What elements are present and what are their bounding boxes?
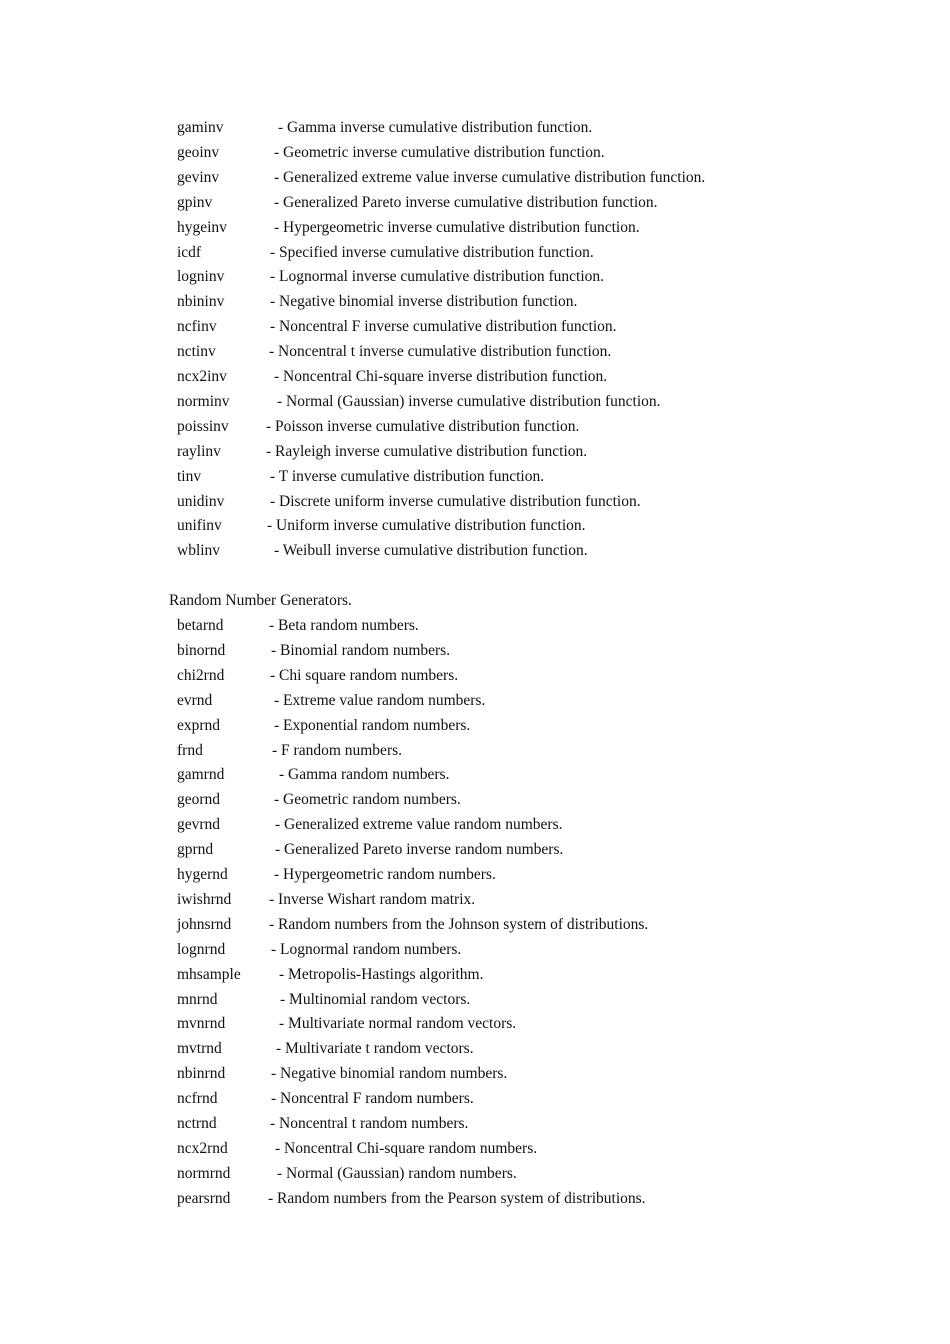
function-name: chi2rnd [177, 666, 225, 684]
function-entry [0, 267, 950, 287]
function-entry [0, 243, 950, 263]
function-description: - Extreme value random numbers. [274, 691, 486, 709]
function-name: gpinv [177, 193, 213, 211]
function-name: nctinv [177, 343, 216, 361]
function-name: nctrnd [177, 1115, 217, 1132]
function-name: ncx2rnd [177, 1139, 228, 1157]
function-entry [0, 1064, 950, 1084]
function-entry [0, 367, 950, 387]
function-description: - Chi square random numbers. [270, 666, 459, 684]
function-entry [0, 1089, 950, 1109]
function-description: - Binomial random numbers. [271, 641, 451, 659]
function-entry [0, 1189, 950, 1209]
function-description: - Poisson inverse cumulative distribution function. [266, 417, 580, 435]
function-description: - Noncentral F inverse cumulative distribution function. [270, 318, 617, 336]
function-description: - Multivariate normal random vectors. [279, 1015, 517, 1033]
function-entry [0, 442, 950, 462]
function-name: lognrnd [177, 940, 226, 958]
function-entry [0, 691, 950, 711]
function-description: - Geometric random numbers. [274, 791, 461, 809]
function-description: - Beta random numbers. [269, 617, 419, 634]
function-entry [0, 168, 950, 188]
function-name: hygeinv [177, 218, 227, 236]
function-description: - Inverse Wishart random matrix. [269, 890, 476, 908]
function-description: - Normal (Gaussian) inverse cumulative distribution function. [277, 392, 661, 410]
function-description: - Gamma random numbers. [279, 766, 450, 784]
function-entry [0, 616, 950, 636]
function-description: - Negative binomial inverse distribution function. [270, 293, 578, 311]
function-description: - Multinomial random vectors. [280, 990, 471, 1008]
function-entry [0, 392, 950, 412]
function-name: gevrnd [177, 816, 221, 834]
function-name: mvtrnd [177, 1040, 222, 1058]
function-name: mvnrnd [177, 1015, 226, 1033]
function-entry [0, 342, 950, 362]
function-entry [0, 118, 950, 138]
function-entry [0, 1139, 950, 1159]
function-description: - Noncentral Chi-square random numbers. [275, 1139, 538, 1157]
function-entry [0, 741, 950, 761]
function-name: mnrnd [177, 990, 218, 1008]
function-entry [0, 840, 950, 860]
function-name: geoinv [177, 143, 220, 161]
function-entry [0, 218, 950, 238]
function-entry [0, 765, 950, 785]
function-entry [0, 815, 950, 835]
function-description: - Exponential random numbers. [274, 716, 471, 734]
function-description: - Lognormal random numbers. [271, 940, 462, 958]
function-description: - Specified inverse cumulative distribution function. [270, 243, 594, 261]
function-name: norminv [177, 392, 230, 410]
function-description: - Uniform inverse cumulative distribution function. [267, 517, 586, 535]
function-entry [0, 1039, 950, 1059]
function-name: ncfinv [177, 318, 217, 336]
function-name: nbininv [177, 293, 225, 311]
function-entry [0, 1164, 950, 1184]
function-entry [0, 641, 950, 661]
function-name: ncx2inv [177, 368, 227, 385]
function-entry [0, 865, 950, 885]
function-entry [0, 292, 950, 312]
function-description: - Noncentral Chi-square inverse distribution function. [274, 368, 608, 385]
function-entry [0, 915, 950, 935]
function-description: - Hypergeometric random numbers. [274, 866, 496, 883]
function-entry [0, 990, 950, 1010]
function-name: gevinv [177, 168, 220, 186]
function-name: gaminv [177, 119, 224, 136]
function-name: evrnd [177, 691, 213, 709]
function-description: - Gamma inverse cumulative distribution function. [278, 119, 593, 136]
function-name: normrnd [177, 1164, 231, 1182]
function-name: unifinv [177, 517, 222, 535]
function-name: nbinrnd [177, 1065, 226, 1083]
function-name: icdf [177, 243, 202, 261]
function-entry [0, 1014, 950, 1034]
function-entry [0, 417, 950, 437]
function-name: johnsrnd [177, 915, 232, 933]
function-entry [0, 541, 950, 561]
function-entry [0, 666, 950, 686]
function-description: - Noncentral F random numbers. [271, 1090, 474, 1108]
function-name: exprnd [177, 716, 221, 734]
function-description: - Noncentral t random numbers. [270, 1115, 469, 1132]
function-entry [0, 143, 950, 163]
function-entry [0, 492, 950, 512]
function-entry [0, 890, 950, 910]
function-name: logninv [177, 268, 225, 286]
function-name: pearsrnd [177, 1189, 231, 1207]
function-name: raylinv [177, 442, 221, 460]
function-description: - Hypergeometric inverse cumulative distribution function. [274, 218, 640, 236]
function-description: - Generalized Pareto inverse random numbers. [275, 841, 564, 859]
function-description: - Multivariate t random vectors. [276, 1040, 474, 1058]
function-description: - Generalized extreme value random numbers. [275, 816, 563, 834]
function-description: - Rayleigh inverse cumulative distribution function. [266, 442, 588, 460]
function-description: - Discrete uniform inverse cumulative distribution function. [270, 492, 641, 510]
function-name: gamrnd [177, 766, 225, 784]
function-name: mhsample [177, 965, 241, 983]
function-name: gprnd [177, 841, 214, 859]
function-entry [0, 716, 950, 736]
function-name: tinv [177, 467, 202, 485]
function-entry [0, 467, 950, 487]
function-description: - Negative binomial random numbers. [271, 1065, 508, 1083]
rng-section-heading: Random Number Generators. [169, 592, 352, 609]
function-name: poissinv [177, 417, 229, 435]
function-entry [0, 790, 950, 810]
function-entry [0, 516, 950, 536]
function-description: - Generalized extreme value inverse cumulative distribution function. [274, 168, 706, 186]
function-entry [0, 317, 950, 337]
function-description: - Lognormal inverse cumulative distribution function. [270, 268, 605, 286]
function-name: binornd [177, 641, 226, 659]
function-entry [0, 965, 950, 985]
function-name: geornd [177, 791, 221, 809]
function-description: - Generalized Pareto inverse cumulative distribution function. [274, 193, 658, 211]
function-entry [0, 940, 950, 960]
function-entry [0, 1114, 950, 1134]
function-description: - Random numbers from the Johnson system of distributions. [269, 915, 649, 933]
function-description: - Random numbers from the Pearson system of distributions. [268, 1189, 646, 1207]
function-description: - F random numbers. [272, 741, 403, 759]
function-entry [0, 193, 950, 213]
function-description: - Normal (Gaussian) random numbers. [277, 1164, 517, 1182]
function-name: betarnd [177, 617, 224, 634]
function-description: - Geometric inverse cumulative distribution function. [274, 143, 605, 161]
function-description: - Metropolis-Hastings algorithm. [279, 965, 484, 983]
function-description: - Weibull inverse cumulative distribution function. [274, 542, 588, 560]
function-name: frnd [177, 741, 203, 759]
function-description: - Noncentral t inverse cumulative distribution function. [269, 343, 612, 361]
function-name: wblinv [177, 542, 221, 560]
function-name: iwishrnd [177, 890, 232, 908]
function-description: - T inverse cumulative distribution function. [270, 467, 545, 485]
function-name: ncfrnd [177, 1090, 218, 1108]
function-name: hygernd [177, 866, 228, 883]
function-name: unidinv [177, 492, 225, 510]
